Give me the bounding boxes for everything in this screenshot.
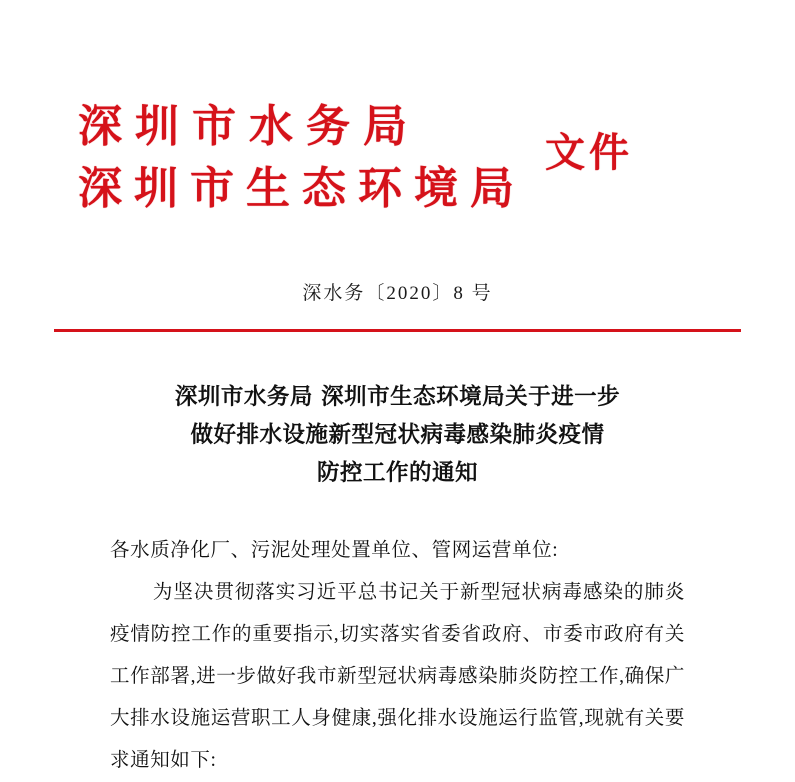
letterhead-document-word: 文件	[545, 129, 633, 176]
document-title	[108, 378, 687, 492]
issuing-agency-primary: 深圳市水务局	[78, 101, 420, 152]
letterhead-row-2	[78, 158, 526, 220]
document-number: 深水务〔2020〕8 号	[302, 283, 493, 304]
letterhead-org-lines	[78, 96, 735, 220]
issuing-agency-secondary: 深圳市生态环境局	[78, 163, 526, 214]
letterhead-row-1	[78, 96, 420, 158]
document-title-line-1: 深圳市水务局 深圳市生态环境局关于进一步	[174, 384, 621, 410]
document-body	[110, 530, 685, 782]
body-paragraph-1: 为坚决贯彻落实习近平总书记关于新型冠状病毒感染的肺炎疫情防控工作的重要指示,切实落实省委省政府、市委市政府有关工作部署,进一步做好我市新型冠状病毒感染肺炎防控工作,确保广大排水设施运营职工人身健康,强化排水设施运行监管,现就有关要求通知如下:	[110, 582, 685, 771]
document-title-line-2: 做好排水设施新型冠状病毒感染肺炎疫情	[190, 422, 605, 448]
red-separator-rule	[54, 329, 741, 332]
document-title-line-3: 防控工作的通知	[316, 460, 478, 486]
letterhead	[0, 0, 795, 220]
salutation: 各水质净化厂、污泥处理处置单位、管网运营单位:	[110, 540, 559, 561]
